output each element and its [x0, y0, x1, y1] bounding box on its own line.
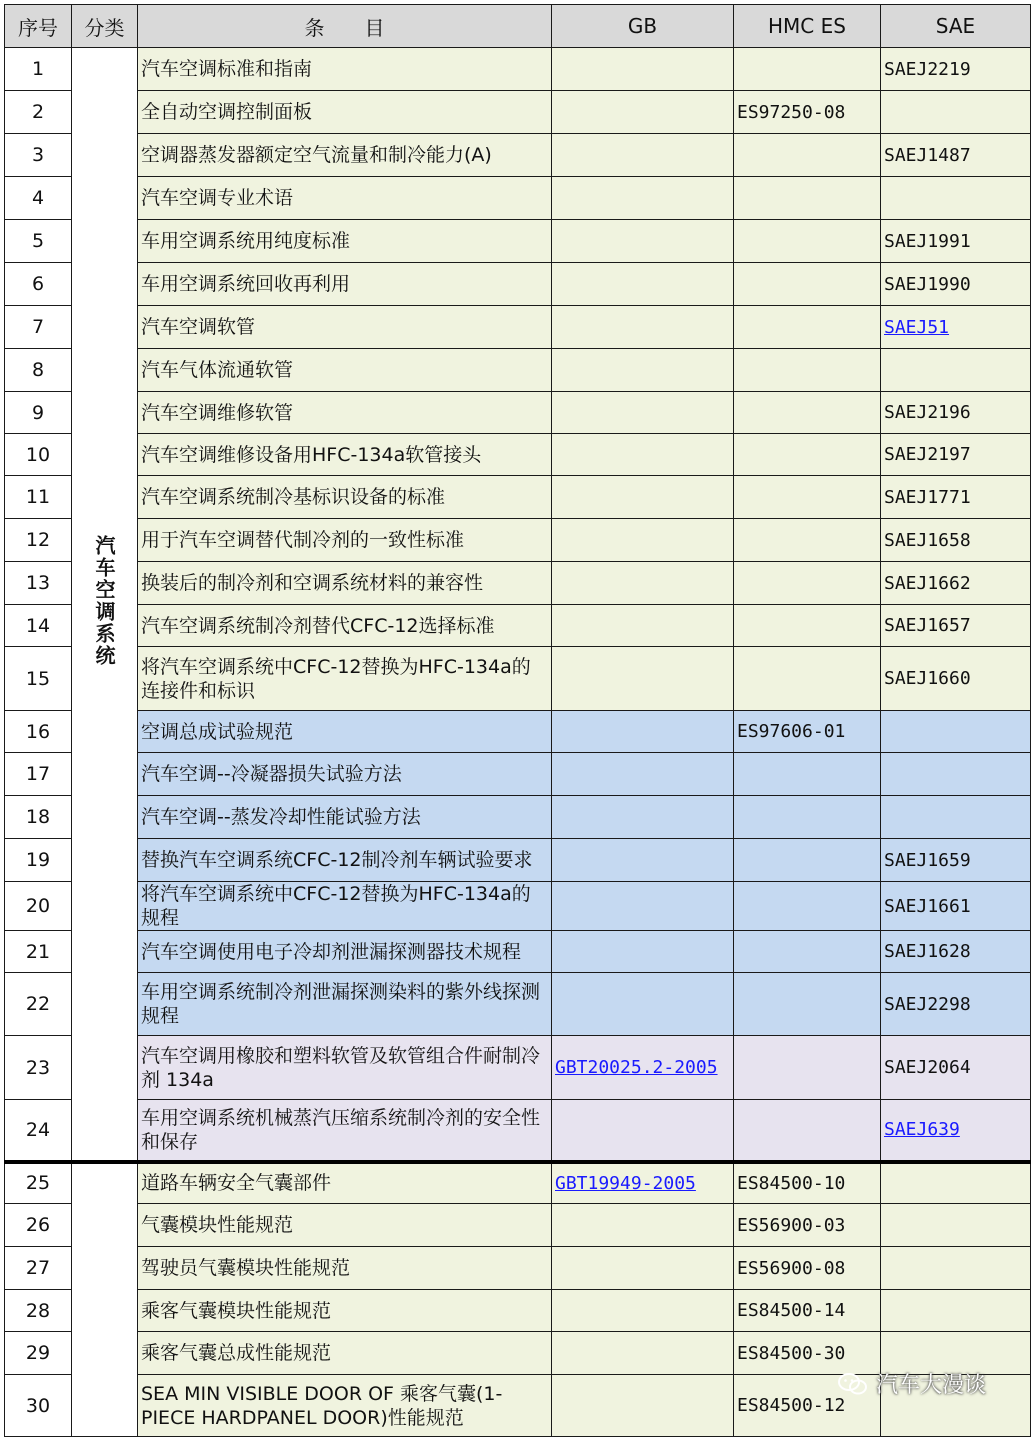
row-item: 将汽车空调系统中CFC-12替换为HFC-134a的规程	[138, 882, 552, 931]
row-item: 汽车空调标准和指南	[138, 48, 552, 91]
table-row	[5, 306, 1031, 349]
table-row	[5, 476, 1031, 519]
row-gb	[552, 711, 734, 753]
row-gb	[552, 306, 734, 349]
row-item: 汽车空调专业术语	[138, 177, 552, 220]
table-row	[5, 1290, 1031, 1332]
row-item: 车用空调系统回收再利用	[138, 263, 552, 306]
row-num: 25	[5, 1162, 72, 1204]
row-hmc: ES56900-03	[734, 1204, 881, 1247]
row-gb	[552, 476, 734, 519]
row-num: 22	[5, 973, 72, 1036]
row-sae	[881, 1290, 1031, 1332]
table-row	[5, 1100, 1031, 1162]
row-item: 汽车气体流通软管	[138, 349, 552, 392]
row-num: 23	[5, 1036, 72, 1100]
row-hmc	[734, 931, 881, 973]
row-gb	[552, 753, 734, 796]
table-row	[5, 392, 1031, 434]
table-header-row	[5, 5, 1031, 48]
row-item: 空调总成试验规范	[138, 711, 552, 753]
row-sae: SAEJ2219	[881, 48, 1031, 91]
row-num: 10	[5, 434, 72, 476]
category-cell-ac	[72, 48, 138, 1162]
row-item: 乘客气囊模块性能规范	[138, 1290, 552, 1332]
row-gb	[552, 1290, 734, 1332]
table-row	[5, 1247, 1031, 1290]
header-num: 序号	[5, 5, 72, 48]
table-row	[5, 519, 1031, 562]
row-num: 29	[5, 1332, 72, 1375]
row-gb	[552, 931, 734, 973]
row-num: 11	[5, 476, 72, 519]
row-hmc	[734, 434, 881, 476]
row-sae	[881, 349, 1031, 392]
row-hmc	[734, 973, 881, 1036]
table-row	[5, 753, 1031, 796]
row-hmc	[734, 839, 881, 882]
row-gb	[552, 839, 734, 882]
row-gb	[552, 1375, 734, 1437]
row-sae: SAEJ1660	[881, 647, 1031, 711]
row-sae	[881, 91, 1031, 134]
table-row	[5, 796, 1031, 839]
table-row	[5, 647, 1031, 711]
row-num: 2	[5, 91, 72, 134]
row-hmc	[734, 1036, 881, 1100]
row-hmc	[734, 134, 881, 177]
table-row	[5, 711, 1031, 753]
table-row	[5, 973, 1031, 1036]
row-sae: SAEJ1658	[881, 519, 1031, 562]
row-hmc: ES84500-30	[734, 1332, 881, 1375]
row-num: 12	[5, 519, 72, 562]
row-num: 17	[5, 753, 72, 796]
table-row	[5, 48, 1031, 91]
row-gb	[552, 1036, 734, 1100]
row-gb	[552, 392, 734, 434]
row-num: 5	[5, 220, 72, 263]
row-sae: SAEJ2298	[881, 973, 1031, 1036]
row-gb	[552, 796, 734, 839]
row-item: SEA MIN VISIBLE DOOR OF 乘客气囊(1-PIECE HARDPANEL DOOR)性能规范	[138, 1375, 552, 1437]
row-num: 14	[5, 605, 72, 647]
row-item: 汽车空调系统制冷基标识设备的标准	[138, 476, 552, 519]
row-gb	[552, 349, 734, 392]
row-gb	[552, 177, 734, 220]
table-row	[5, 1204, 1031, 1247]
row-sae	[881, 177, 1031, 220]
table-row	[5, 1162, 1031, 1204]
table-row	[5, 434, 1031, 476]
row-sae: SAEJ2064	[881, 1036, 1031, 1100]
gb-link[interactable]: GBT19949-2005	[555, 1172, 696, 1194]
category-label: 汽车空调系统	[92, 535, 116, 668]
row-hmc	[734, 306, 881, 349]
row-num: 26	[5, 1204, 72, 1247]
row-item: 用于汽车空调替代制冷剂的一致性标准	[138, 519, 552, 562]
row-gb	[552, 647, 734, 711]
row-sae: SAEJ1771	[881, 476, 1031, 519]
row-sae	[881, 1162, 1031, 1204]
row-sae: SAEJ2197	[881, 434, 1031, 476]
row-num: 28	[5, 1290, 72, 1332]
table-row	[5, 91, 1031, 134]
row-hmc	[734, 263, 881, 306]
row-num: 13	[5, 562, 72, 605]
row-num: 27	[5, 1247, 72, 1290]
row-gb	[552, 1204, 734, 1247]
table-row	[5, 177, 1031, 220]
row-sae	[881, 1247, 1031, 1290]
header-item: 条 目	[138, 5, 552, 48]
table-row	[5, 882, 1031, 931]
row-item: 汽车空调维修设备用HFC-134a软管接头	[138, 434, 552, 476]
header-hmc: HMC ES	[734, 5, 881, 48]
row-hmc	[734, 177, 881, 220]
row-sae: SAEJ1657	[881, 605, 1031, 647]
row-num: 19	[5, 839, 72, 882]
row-num: 24	[5, 1100, 72, 1162]
row-hmc	[734, 48, 881, 91]
sae-link[interactable]: SAEJ639	[884, 1119, 960, 1141]
table-row	[5, 220, 1031, 263]
row-hmc	[734, 562, 881, 605]
row-sae	[881, 1100, 1031, 1162]
row-sae	[881, 1204, 1031, 1247]
row-hmc: ES84500-12	[734, 1375, 881, 1437]
row-item: 车用空调系统用纯度标准	[138, 220, 552, 263]
row-item: 汽车空调系统制冷剂替代CFC-12选择标准	[138, 605, 552, 647]
row-gb	[552, 134, 734, 177]
row-item: 汽车空调使用电子冷却剂泄漏探测器技术规程	[138, 931, 552, 973]
row-num: 30	[5, 1375, 72, 1437]
row-num: 3	[5, 134, 72, 177]
row-hmc	[734, 220, 881, 263]
header-category: 分类	[72, 5, 138, 48]
row-item: 空调器蒸发器额定空气流量和制冷能力(A)	[138, 134, 552, 177]
row-hmc	[734, 882, 881, 931]
row-num: 16	[5, 711, 72, 753]
row-num: 9	[5, 392, 72, 434]
row-hmc	[734, 605, 881, 647]
row-hmc	[734, 753, 881, 796]
row-hmc: ES56900-08	[734, 1247, 881, 1290]
gb-link[interactable]: GBT20025.2-2005	[555, 1057, 718, 1078]
row-gb	[552, 434, 734, 476]
row-gb	[552, 562, 734, 605]
row-sae: SAEJ1628	[881, 931, 1031, 973]
row-item: 汽车空调--蒸发冷却性能试验方法	[138, 796, 552, 839]
table-row	[5, 134, 1031, 177]
row-gb	[552, 519, 734, 562]
row-hmc: ES97606-01	[734, 711, 881, 753]
row-hmc	[734, 519, 881, 562]
row-hmc: ES97250-08	[734, 91, 881, 134]
row-hmc	[734, 1100, 881, 1162]
row-gb	[552, 48, 734, 91]
row-sae: SAEJ1661	[881, 882, 1031, 931]
row-item: 汽车空调软管	[138, 306, 552, 349]
table-row	[5, 931, 1031, 973]
row-hmc	[734, 349, 881, 392]
table-row	[5, 562, 1031, 605]
row-sae: SAEJ1487	[881, 134, 1031, 177]
standards-table	[4, 4, 1031, 1437]
row-sae	[881, 753, 1031, 796]
row-item: 道路车辆安全气囊部件	[138, 1162, 552, 1204]
row-hmc: ES84500-10	[734, 1162, 881, 1204]
row-item: 汽车空调--冷凝器损失试验方法	[138, 753, 552, 796]
category-cell-airbag	[72, 1162, 138, 1437]
table-row	[5, 605, 1031, 647]
row-gb	[552, 91, 734, 134]
row-num: 6	[5, 263, 72, 306]
row-sae	[881, 796, 1031, 839]
row-item: 将汽车空调系统中CFC-12替换为HFC-134a的连接件和标识	[138, 647, 552, 711]
table-row	[5, 1036, 1031, 1100]
row-gb	[552, 1247, 734, 1290]
row-item: 替换汽车空调系统CFC-12制冷剂车辆试验要求	[138, 839, 552, 882]
row-num: 15	[5, 647, 72, 711]
row-num: 20	[5, 882, 72, 931]
row-sae	[881, 306, 1031, 349]
row-num: 1	[5, 48, 72, 91]
sae-link[interactable]: SAEJ51	[884, 316, 950, 338]
table-row	[5, 839, 1031, 882]
row-gb	[552, 1100, 734, 1162]
row-item: 换装后的制冷剂和空调系统材料的兼容性	[138, 562, 552, 605]
row-gb	[552, 1162, 734, 1204]
row-hmc	[734, 796, 881, 839]
row-sae: SAEJ2196	[881, 392, 1031, 434]
wechat-icon	[838, 1372, 868, 1396]
row-gb	[552, 882, 734, 931]
row-num: 4	[5, 177, 72, 220]
row-sae: SAEJ1662	[881, 562, 1031, 605]
row-item: 汽车空调用橡胶和塑料软管及软管组合件耐制冷剂 134a	[138, 1036, 552, 1100]
row-item: 乘客气囊总成性能规范	[138, 1332, 552, 1375]
row-num: 21	[5, 931, 72, 973]
watermark	[838, 1368, 986, 1399]
row-item: 汽车空调维修软管	[138, 392, 552, 434]
row-hmc	[734, 647, 881, 711]
row-num: 7	[5, 306, 72, 349]
row-gb	[552, 605, 734, 647]
row-sae	[881, 711, 1031, 753]
row-gb	[552, 263, 734, 306]
header-sae: SAE	[881, 5, 1031, 48]
row-gb	[552, 220, 734, 263]
row-item: 气囊模块性能规范	[138, 1204, 552, 1247]
header-gb: GB	[552, 5, 734, 48]
table-row	[5, 349, 1031, 392]
table-row	[5, 263, 1031, 306]
row-item: 车用空调系统制冷剂泄漏探测染料的紫外线探测规程	[138, 973, 552, 1036]
row-item: 全自动空调控制面板	[138, 91, 552, 134]
row-hmc	[734, 392, 881, 434]
row-sae: SAEJ1990	[881, 263, 1031, 306]
row-sae: SAEJ1659	[881, 839, 1031, 882]
watermark-text: 汽车大漫谈	[876, 1373, 987, 1398]
row-item: 驾驶员气囊模块性能规范	[138, 1247, 552, 1290]
row-num: 18	[5, 796, 72, 839]
row-hmc: ES84500-14	[734, 1290, 881, 1332]
row-item: 车用空调系统机械蒸汽压缩系统制冷剂的安全性和保存	[138, 1100, 552, 1162]
row-hmc	[734, 476, 881, 519]
row-gb	[552, 1332, 734, 1375]
row-gb	[552, 973, 734, 1036]
row-num: 8	[5, 349, 72, 392]
row-sae: SAEJ1991	[881, 220, 1031, 263]
